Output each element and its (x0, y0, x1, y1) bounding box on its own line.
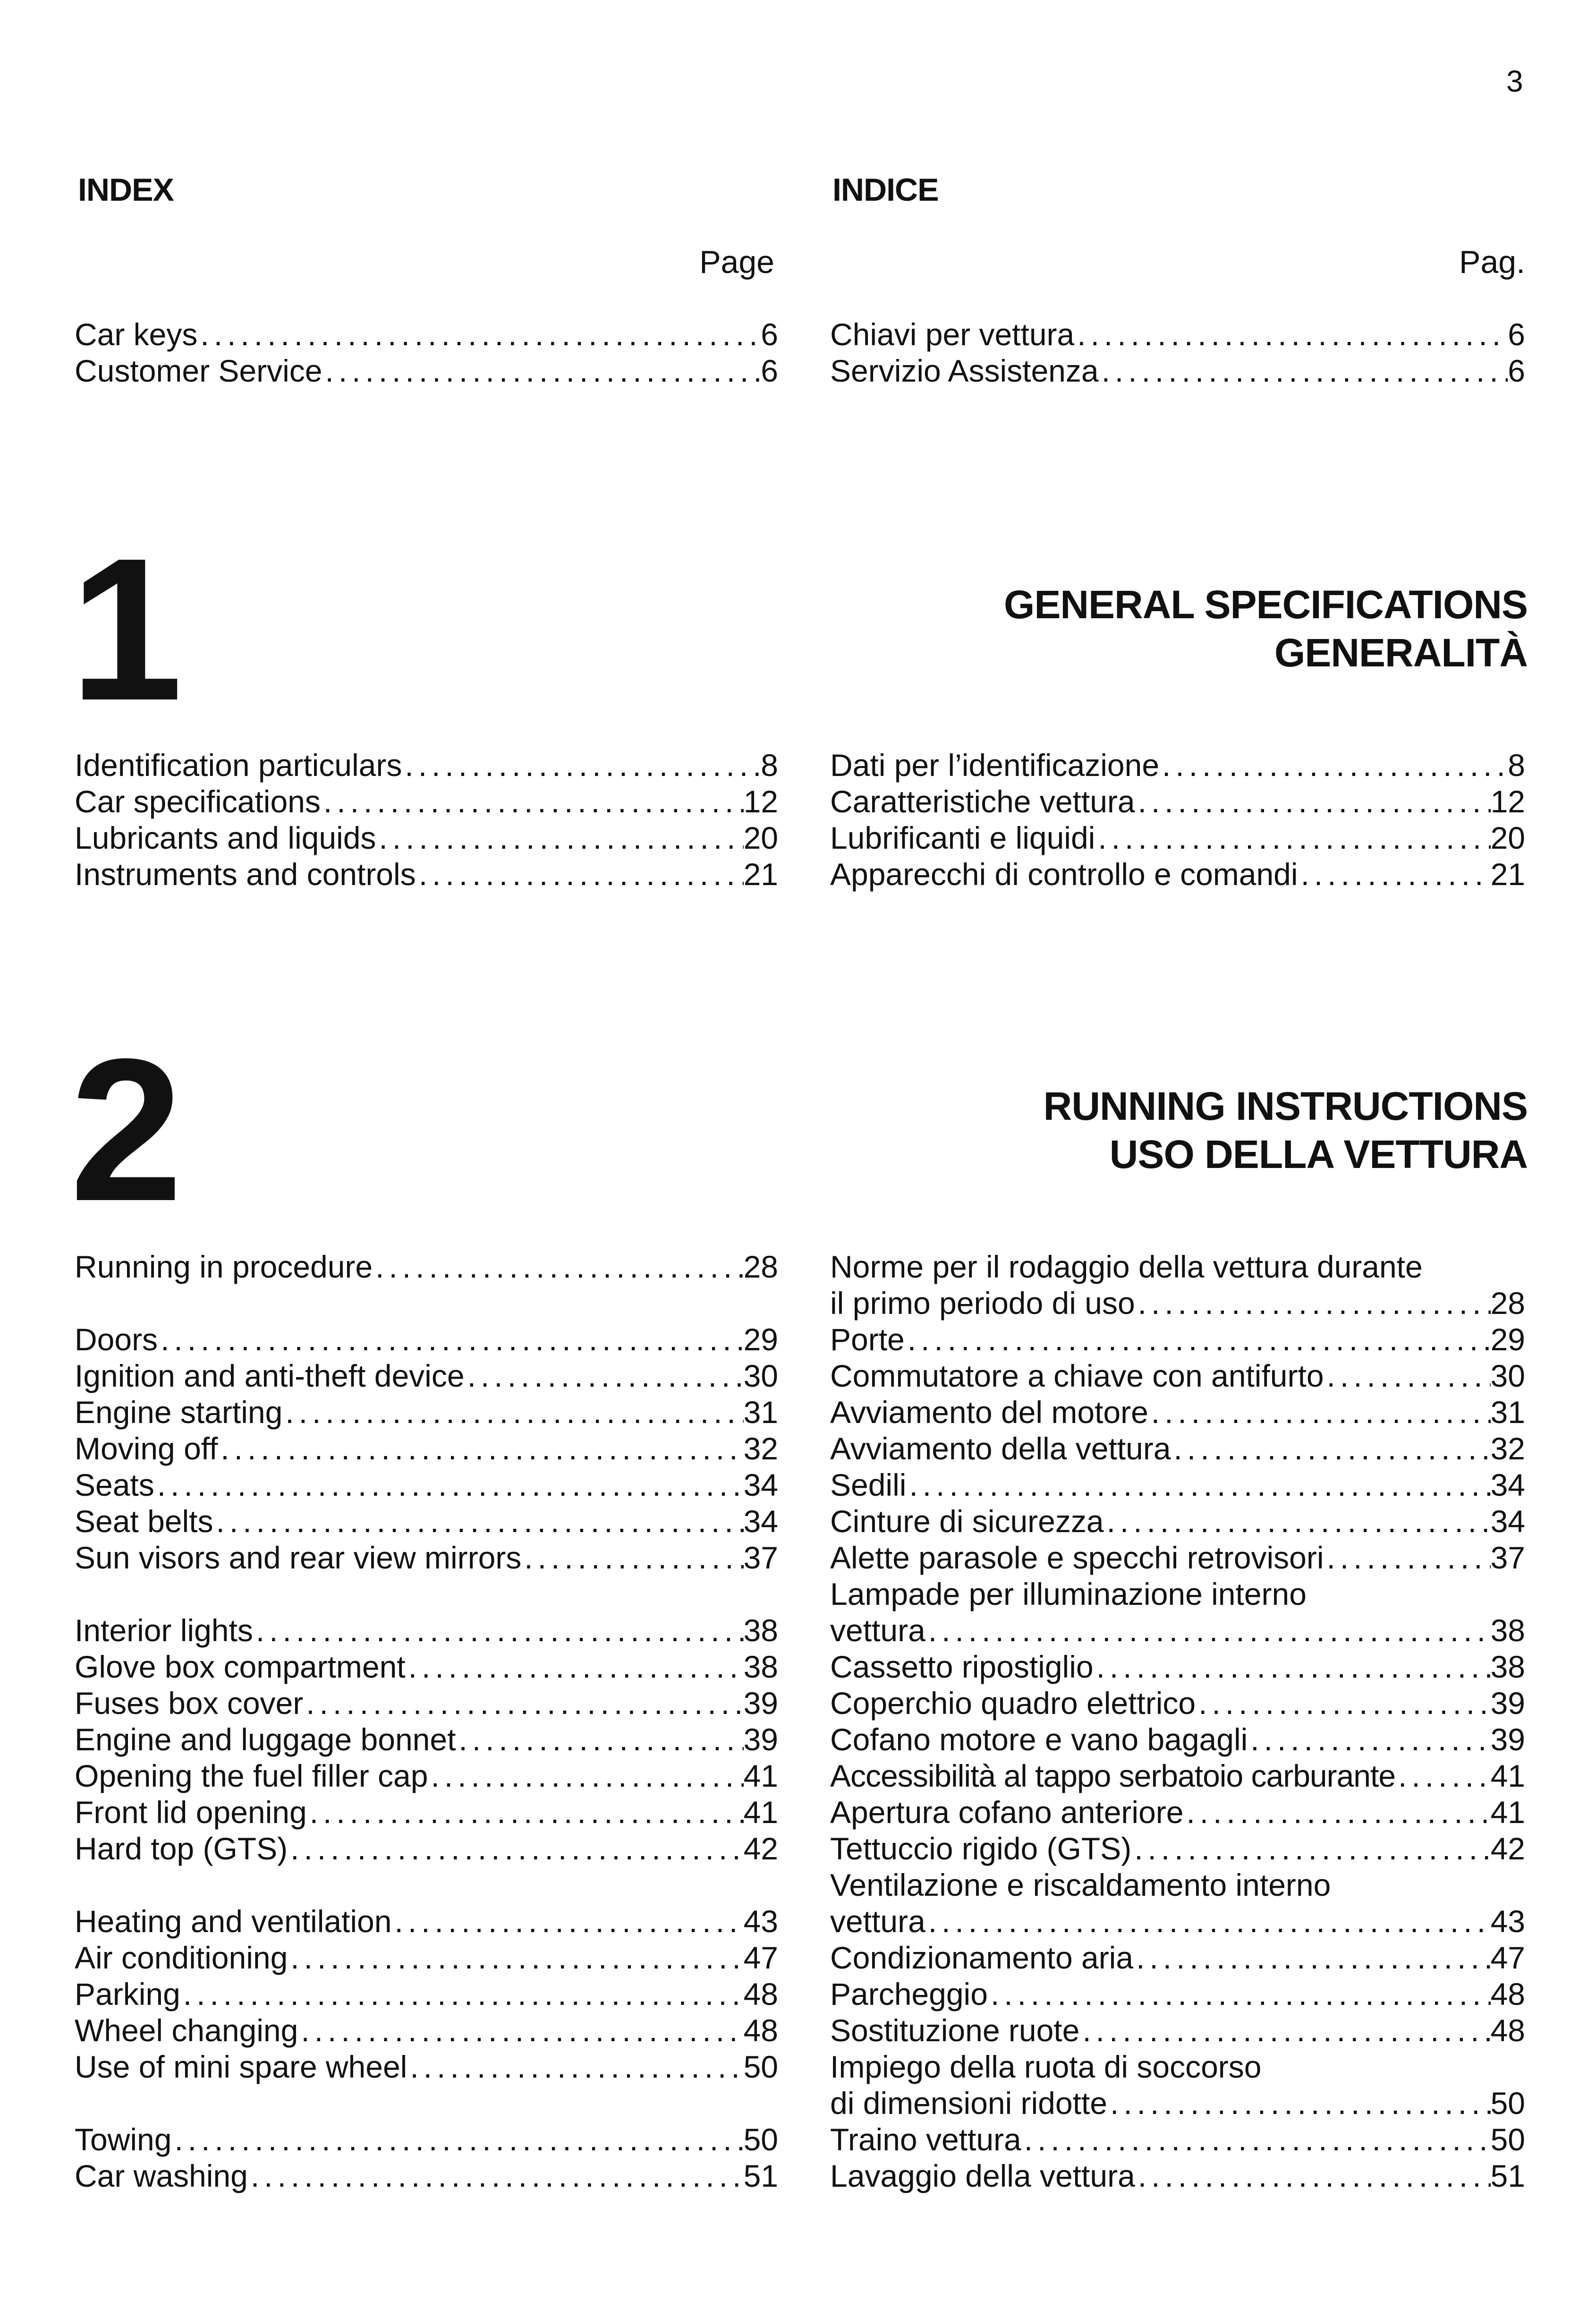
toc-entry: Identification particulars ..... 8 (75, 747, 778, 784)
page-column-label-it: Pag. (1459, 244, 1525, 280)
toc-entry: Car specifications ..... 12 (75, 784, 778, 820)
toc-entry: Cinture di sicurezza ..... 34 (830, 1503, 1525, 1540)
section-2-title-en: RUNNING INSTRUCTIONS (1043, 1084, 1528, 1128)
toc-entry: Tettuccio rigido (GTS) ..... 42 (830, 1831, 1525, 1867)
toc-entry: Alette parasole e specchi retrovisori ..... 37 (830, 1540, 1525, 1576)
toc-entry: Wheel changing ..... 48 (75, 2012, 778, 2049)
toc-entry: Interior lights ..... 38 (75, 1612, 778, 1649)
toc-entry: Towing ..... 50 (75, 2122, 778, 2158)
toc-entry: Cassetto ripostiglio ..... 38 (830, 1649, 1525, 1685)
section-2-list-en (75, 1249, 778, 2194)
toc-entry: Apparecchi di controllo e comandi ..... 21 (830, 856, 1525, 893)
toc-entry: Avviamento del motore ..... 31 (830, 1394, 1525, 1431)
toc-entry: Seat belts ..... 34 (75, 1503, 778, 1540)
toc-entry-line: Impiego della ruota di soccorso (830, 2049, 1262, 2084)
toc-entry: Moving off ..... 32 (75, 1431, 778, 1467)
toc-entry: Lubricants and liquids ..... 20 (75, 820, 778, 856)
section-2-title-it: USO DELLA VETTURA (1109, 1132, 1528, 1176)
section-1-list-it (830, 747, 1525, 893)
section-1-list-en (75, 747, 778, 893)
toc-entry: Condizionamento aria ..... 47 (830, 1940, 1525, 1976)
toc-entry: Porte ..... 29 (830, 1321, 1525, 1358)
toc-entry: Use of mini spare wheel ..... 50 (75, 2049, 778, 2085)
toc-entry: Accessibilità al tappo serbatoio carburante ..... 41 (830, 1758, 1525, 1794)
section-1-title-it: GENERALITÀ (1274, 631, 1528, 675)
toc-entry: Traino vettura ..... 50 (830, 2122, 1525, 2158)
page-column-label-en: Page (699, 244, 774, 280)
section-1-title-en: GENERAL SPECIFICATIONS (1003, 582, 1528, 627)
toc-entry: vettura ..... 43 (830, 1903, 1525, 1940)
toc-entry: Commutatore a chiave con antifurto ..... 30 (830, 1358, 1525, 1394)
toc-entry: Dati per l’identificazione ..... 8 (830, 747, 1525, 784)
page-number: 3 (1506, 64, 1523, 98)
toc-entry: Parcheggio ..... 48 (830, 1976, 1525, 2012)
toc-entry: Ignition and anti-theft device ..... 30 (75, 1358, 778, 1394)
section-1-number: 1 (70, 516, 183, 743)
toc-entry-line: Ventilazione e riscaldamento interno (830, 1867, 1331, 1902)
toc-entry: Apertura cofano anteriore ..... 41 (830, 1794, 1525, 1831)
toc-entry: Engine and luggage bonnet ..... 39 (75, 1721, 778, 1758)
toc-entry: Caratteristiche vettura ..... 12 (830, 784, 1525, 820)
toc-entry: Front lid opening ..... 41 (75, 1794, 778, 1831)
toc-entry: Running in procedure ..... 28 (75, 1249, 778, 1285)
toc-entry: Sun visors and rear view mirrors ..... 37 (75, 1540, 778, 1576)
toc-entry: Avviamento della vettura ..... 32 (830, 1431, 1525, 1467)
toc-entry: Lubrificanti e liquidi ..... 20 (830, 820, 1525, 856)
toc-entry: Fuses box cover ..... 39 (75, 1685, 778, 1721)
toc-entry: Car keys ..... 6 (75, 316, 778, 353)
toc-entry: Lavaggio della vettura ..... 51 (830, 2158, 1525, 2194)
index-title-it: INDICE (832, 172, 939, 208)
toc-entry: Cofano motore e vano bagagli ..... 39 (830, 1721, 1525, 1758)
section-2-list-it (830, 1249, 1525, 2194)
toc-entry-line: Lampade per illuminazione interno (830, 1577, 1307, 1611)
toc-entry: Coperchio quadro elettrico ..... 39 (830, 1685, 1525, 1721)
toc-entry: Opening the fuel filler cap ..... 41 (75, 1758, 778, 1794)
toc-entry: Instruments and controls ..... 21 (75, 856, 778, 893)
toc-entry: Parking ..... 48 (75, 1976, 778, 2012)
intro-list-en (75, 316, 778, 389)
toc-entry: Doors ..... 29 (75, 1321, 778, 1358)
toc-entry: Heating and ventilation ..... 43 (75, 1903, 778, 1940)
toc-entry: Engine starting ..... 31 (75, 1394, 778, 1431)
toc-entry: Glove box compartment ..... 38 (75, 1649, 778, 1685)
section-2-number: 2 (70, 1017, 183, 1244)
toc-entry: il primo periodo di uso ..... 28 (830, 1285, 1525, 1321)
toc-entry: Sedili ..... 34 (830, 1467, 1525, 1503)
index-title-en: INDEX (78, 172, 174, 208)
toc-entry: Seats ..... 34 (75, 1467, 778, 1503)
toc-entry: Chiavi per vettura ..... 6 (830, 316, 1525, 353)
intro-list-it (830, 316, 1525, 389)
toc-entry: di dimensioni ridotte ..... 50 (830, 2085, 1525, 2122)
toc-entry: Hard top (GTS) ..... 42 (75, 1831, 778, 1867)
toc-entry: Sostituzione ruote ..... 48 (830, 2012, 1525, 2049)
toc-entry: Air conditioning ..... 47 (75, 1940, 778, 1976)
toc-entry: Car washing ..... 51 (75, 2158, 778, 2194)
toc-entry-line: Norme per il rodaggio della vettura durante (830, 1249, 1423, 1284)
toc-entry: vettura ..... 38 (830, 1612, 1525, 1649)
toc-entry: Servizio Assistenza ..... 6 (830, 353, 1525, 389)
toc-entry: Customer Service ..... 6 (75, 353, 778, 389)
